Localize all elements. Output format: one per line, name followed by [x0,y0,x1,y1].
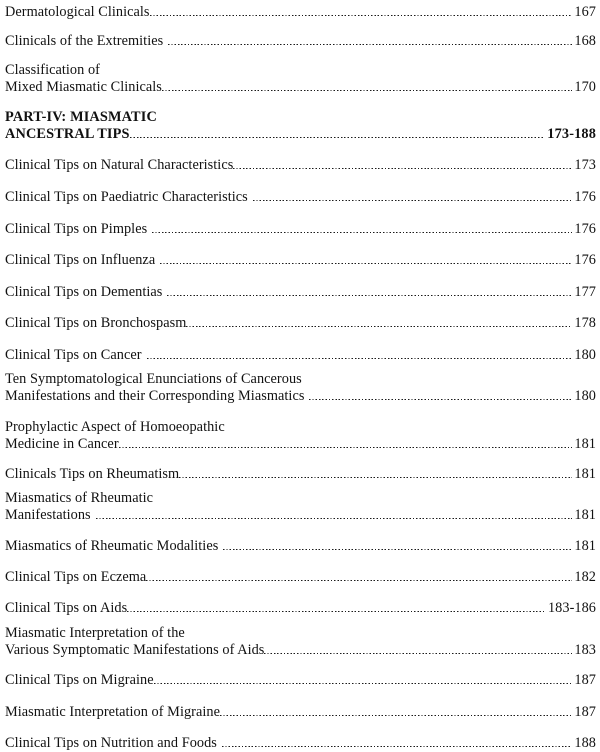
toc-entry[interactable] [5,315,596,332]
toc-entry-title: Various Symptomatic Manifestations of Aids [5,641,265,658]
toc-entry-line [5,157,596,174]
toc-entry-page-number: 178 [574,315,596,331]
toc-entry-title: Clinical Tips on Bronchospasm [5,315,187,331]
toc-entry[interactable] [5,419,596,452]
dot-leader [162,90,572,91]
toc-entry-line [5,79,596,96]
dot-leader [154,683,573,684]
toc-entry[interactable] [5,466,596,483]
toc-entry-title: Manifestations [5,506,91,523]
toc-entry-page-number: 182 [574,569,596,585]
toc-entry-page-number: 188 [574,735,596,751]
toc-entry-line [5,252,596,269]
toc-entry-page-number: 167 [574,4,596,20]
toc-entry[interactable] [5,157,596,174]
toc-entry-line [5,569,596,586]
dot-leader [168,44,572,45]
toc-entry[interactable] [5,538,596,555]
toc-entry-title: Clinical Tips on Natural Characteristics [5,157,234,173]
toc-entry-title: Dermatological Clinicals [5,4,150,20]
toc-entry-line [5,388,596,405]
toc-entry-line [5,672,596,689]
dot-leader [222,746,572,747]
toc-entry-page-number: 183 [574,641,596,658]
toc-entry-line [5,4,596,21]
toc-entry-page-number: 176 [574,252,596,268]
toc-entry-title: Clinicals of the Extremities [5,33,164,49]
toc-entry-page-number: 187 [574,704,596,720]
toc-entry[interactable] [5,284,596,301]
toc-entry[interactable] [5,490,596,523]
toc-entry-title: Clinical Tips on Aids [5,600,128,616]
toc-entry-page-number: 176 [574,189,596,205]
toc-entry-line [5,600,596,617]
dot-leader [147,358,573,359]
toc-entry-title: Mixed Miasmatic Clinicals [5,78,162,95]
toc-entry[interactable] [5,672,596,689]
dot-leader [167,295,572,296]
toc-entry[interactable] [5,62,596,95]
dot-leader [179,477,572,478]
toc-entry-page-number: 176 [574,221,596,237]
toc-entry-page-number: 181 [574,466,596,482]
toc-entry-title: Manifestations and their Corresponding Miasmatics [5,387,305,404]
toc-entry-title: Clinical Tips on Pimples [5,221,148,237]
toc-entry[interactable] [5,33,596,50]
dot-leader [264,653,572,654]
toc-entry-title: Miasmatic Interpretation of Migraine [5,704,220,720]
toc-entry-title-line-1: PART-IV: MIASMATIC [5,109,157,125]
toc-entry[interactable] [5,371,596,404]
toc-entry-page-number: 187 [574,672,596,688]
toc-entry-title: Clinical Tips on Migraine [5,672,154,688]
toc-entry-line [5,538,596,555]
toc-entry-page-number: 181 [574,538,596,554]
toc-entry-title: Clinical Tips on Nutrition and Foods [5,735,217,751]
toc-entry-line [5,704,596,721]
toc-entry-title: Clinical Tips on Paediatric Characteristics [5,189,248,205]
toc-entry-page-number: 180 [574,387,596,404]
toc-entry-line [5,436,596,453]
toc-entry-line [5,284,596,301]
toc-entry-title: Clinical Tips on Eczema [5,569,147,585]
toc-entry-page-number: 183-186 [547,600,596,616]
toc-entry-title-line-1: Classification of [5,62,100,78]
toc-entry-title: Medicine in Cancer [5,435,119,452]
dot-leader [186,326,572,327]
toc-entry-title: ANCESTRAL TIPS [5,125,130,142]
toc-entry[interactable] [5,189,596,206]
toc-entry-page-number: 180 [574,347,596,363]
dot-leader [152,232,572,233]
toc-entry-line [5,33,596,50]
toc-entry-title: Clinical Tips on Cancer [5,347,142,363]
toc-entry-line [5,221,596,238]
dot-leader [253,200,573,201]
toc-entry-line [5,735,596,752]
toc-entry-page-number: 177 [574,284,596,300]
dot-leader [220,715,572,716]
dot-leader [127,611,546,612]
toc-entry-title: Clinicals Tips on Rheumatism [5,466,180,482]
toc-entry-page-number: 170 [574,78,596,95]
toc-entry-title: Clinical Tips on Influenza [5,252,156,268]
toc-entry-title-line-1: Miasmatic Interpretation of the [5,625,185,641]
toc-entry-title: Clinical Tips on Dementias [5,284,163,300]
toc-entry[interactable] [5,600,596,617]
toc-entry-line [5,189,596,206]
toc-entry-page-number: 168 [574,33,596,49]
toc-entry-title: Miasmatics of Rheumatic Modalities [5,538,219,554]
toc-entry-line [5,315,596,332]
dot-leader [150,15,573,16]
toc-entry[interactable] [5,625,596,658]
dot-leader [96,518,573,519]
dot-leader [223,549,572,550]
dot-leader [146,580,572,581]
toc-entry-title-line-1: Miasmatics of Rheumatic [5,490,154,506]
toc-entry-title-line-1: Ten Symptomatological Enunciations of Cancerous [5,371,302,387]
toc-entry[interactable] [5,221,596,238]
toc-entry[interactable] [5,704,596,721]
toc-entry-line [5,126,596,143]
toc-entry-page-number: 181 [574,435,596,452]
dot-leader [119,447,573,448]
toc-entry[interactable] [5,109,596,142]
toc-entry-page-number: 173-188 [547,125,596,142]
toc-entry[interactable] [5,347,596,364]
toc-entry-page-number: 173 [574,157,596,173]
toc-entry[interactable] [5,4,596,21]
toc-entry-title-line-1: Prophylactic Aspect of Homoeopathic [5,419,225,435]
toc-entry[interactable] [5,252,596,269]
toc-entry[interactable] [5,569,596,586]
dot-leader [309,399,572,400]
toc-entry-line [5,466,596,483]
dot-leader [160,263,572,264]
toc-entry-line [5,347,596,364]
dot-leader [233,168,572,169]
toc-entry-page-number: 181 [574,506,596,523]
toc-entry-line [5,507,596,524]
dot-leader [130,137,546,138]
toc-entry[interactable] [5,735,596,752]
toc-entry-line [5,642,596,659]
